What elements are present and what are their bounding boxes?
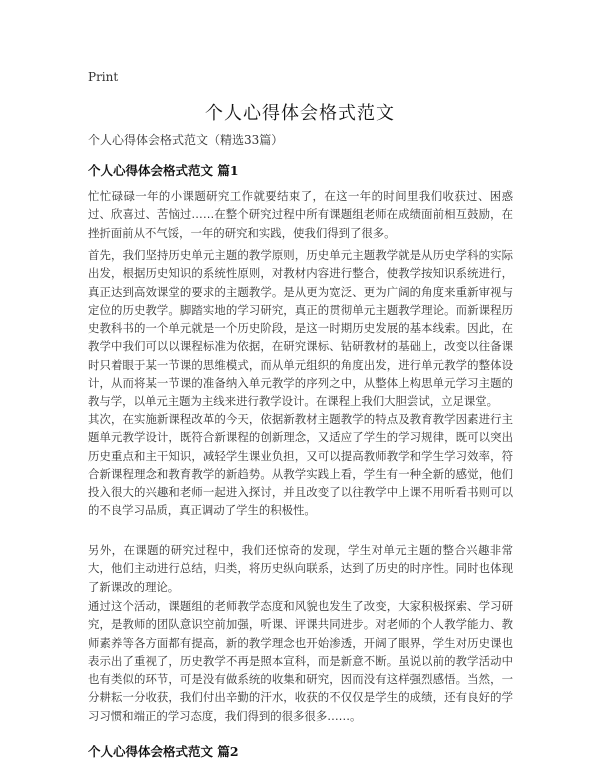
paragraph-3: 其次，在实施新课程改革的今天，依据新教材主题教学的特点及教育教学因素进行主题单元教学设计，既符合新课程的创新理念，又适应了学生的学习规律，既可以突出历史重点和主干知识，减轻学生课业负担，又可以提高教师教学和学生学习效率，符合新课程理念和教育教学的新趋势。从教学实践上看，学生有一种全新的感觉，他们投入很大的兴趣和老师一起进入探讨，并且改变了以往教学中上课不用听看书则可以的不良学习品质，真正调动了学生的积极性。 [88, 412, 513, 518]
paragraph-4: 另外，在课题的研究过程中，我们还惊奇的发现，学生对单元主题的整合兴趣非常大，他们主动进行总结，归类，将历史纵向联系，达到了历史的时序性。同时也体现了新课改的理论。 [88, 543, 513, 594]
section-heading-1: 个人心得体会格式范文 篇1 [88, 163, 239, 178]
page-title: 个人心得体会格式范文 [205, 103, 395, 124]
section-heading-2: 个人心得体会格式范文 篇2 [88, 744, 239, 759]
paragraph-2: 首先，我们坚持历史单元主题的教学原则，历史单元主题教学就是从历史学科的实际出发，根据历史知识的系统性原则，对教材内容进行整合，使教学按知识系统进行，真正达到高效课堂的要求的主题教学。是从更为宽泛、更为广阔的角度来重新审视与定位的历史教学。脚踏实地的学习研究，真正的贯彻单元主题教学理论。而新课程历史教科书的一个单元就是一个历史阶段，是这一时期历史发展的基本线索。因此，在教学中我们可以以课程标准为依据，在研究课标、钻研教材的基础上，改变以往备课时只着眼于某一节课的思维模式，而从单元组织的角度出发，进行单元教学的整体设计，从而将某一节课的准备纳入单元教学的序列之中，从整体上构思单元学习主题的教与学，以单元主题为主线来进行教学设计。在课程上我们大胆尝试，立足课堂。 [88, 248, 513, 409]
print-link[interactable]: Print [88, 70, 119, 84]
paragraph-1: 忙忙碌碌一年的小课题研究工作就要结束了，在这一年的时间里我们收获过、困惑过、欣喜过、苦恼过……在整个研究过程中所有课题组老师在成绩面前相互鼓励，在挫折面前从不气馁，一年的研究和实践，使我们得到了很多。 [88, 189, 513, 240]
paragraph-5: 通过这个活动，课题组的老师教学态度和风貌也发生了改变，大家积极探索、学习研究，是教师的团队意识空前加强，听课、评课共同进步。对老师的个人教学能力、教师素养等各方面都有提高，新的教学理念也开始渗透，开阔了眼界，学生对历史课也表示出了重视了，历史教学不再是照本宣科，而是新意不断。虽说以前的教学活动中也有类似的环节，可是没有做系统的收集和研究，因而没有这样强烈感悟。当然，一分耕耘一分收获，我们付出辛勤的汗水，收获的不仅仅是学生的成绩，还有良好的学习习惯和端正的学习态度，我们得到的很多很多……。 [88, 599, 513, 723]
document-subtitle: 个人心得体会格式范文（精选33篇） [88, 133, 284, 147]
